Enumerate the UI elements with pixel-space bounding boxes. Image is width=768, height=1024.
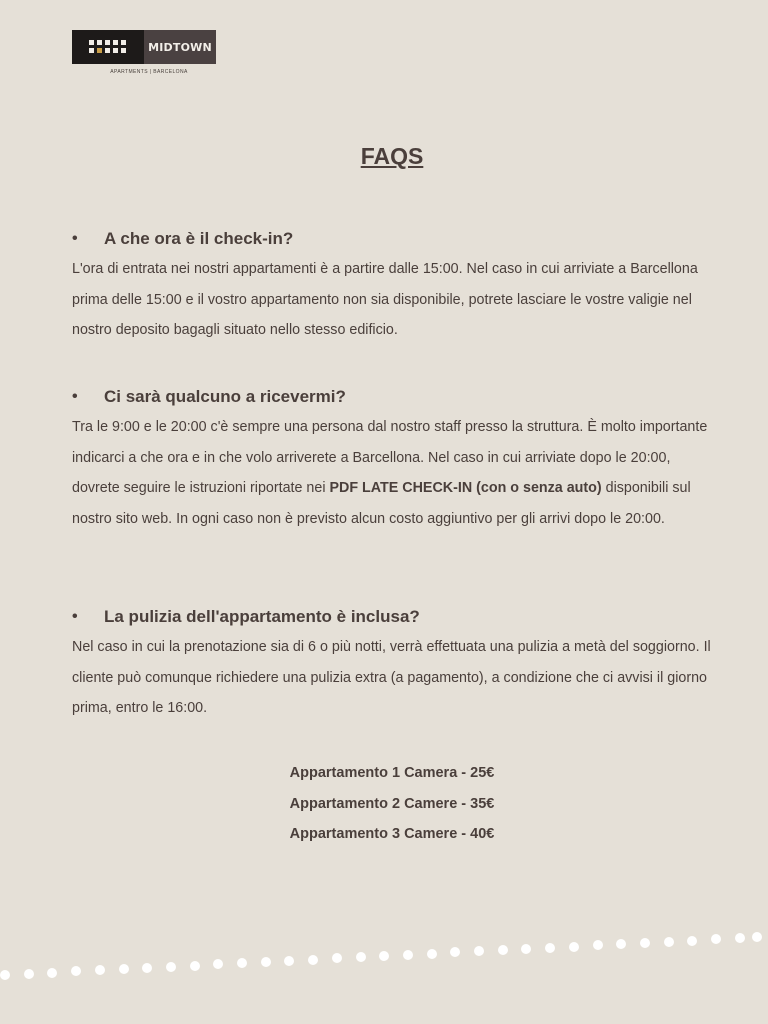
faq-answer <box>72 412 720 535</box>
decorative-dot <box>521 944 531 954</box>
decorative-dot <box>593 940 603 950</box>
cleaning-price-list <box>0 758 768 850</box>
faq-question-text: A che ora è il check-in? <box>104 229 294 248</box>
late-checkin-pdf-reference: PDF LATE CHECK-IN (con o senza auto) <box>329 480 602 497</box>
decorative-dot <box>47 968 57 978</box>
decorative-dot <box>308 955 318 965</box>
decorative-dot <box>687 936 697 946</box>
decorative-dot <box>119 964 129 974</box>
decorative-dot <box>332 953 342 963</box>
faq-question-text: Ci sarà qualcuno a ricevermi? <box>104 387 346 406</box>
decorative-dot <box>213 959 223 969</box>
faq-question <box>72 604 720 630</box>
midtown-logo <box>72 30 216 75</box>
faq-item-checkin <box>72 226 720 346</box>
decorative-dot <box>498 945 508 955</box>
decorative-dot <box>71 966 81 976</box>
page-title: FAQS <box>360 143 424 169</box>
faq-question <box>72 384 720 410</box>
decorative-dot <box>166 962 176 972</box>
decorative-dot-wave <box>0 920 768 980</box>
bullet-icon: • <box>72 608 78 625</box>
price-line: Appartamento 3 Camere - 40€ <box>289 826 495 842</box>
faq-answer-text: Tra le 9:00 e le 20:00 c'è sempre una persona dal nostro staff presso la struttura. È molto importante indicarci a che ora e in che volo arriverete a Barcellona. Nel caso in cui arriviate dopo le 20:00, dovrete seguire le istruzioni riportate nei <box>72 419 708 497</box>
decorative-dot <box>261 957 271 967</box>
decorative-dot <box>379 951 389 961</box>
decorative-dot <box>284 956 294 966</box>
faq-answer-text: disponibili sul nostro sito web. In ogni caso non è previsto alcun costo aggiuntivo per gli arrivi dopo le 20:00. <box>72 480 691 528</box>
decorative-dot <box>752 932 762 942</box>
decorative-dot <box>0 970 10 980</box>
decorative-dot <box>474 946 484 956</box>
faq-item-cleaning <box>72 604 720 724</box>
faq-answer: L'ora di entrata nei nostri appartamenti è a partire dalle 15:00. Nel caso in cui arriviate a Barcellona prima delle 15:00 e il vostro appartamento non sia disponibile, potrete lasciare le vostre valigie nel nostro deposito bagagli situato nello stesso edificio. <box>72 261 698 339</box>
price-line: Appartamento 2 Camere - 35€ <box>289 795 495 812</box>
decorative-dot <box>735 933 745 943</box>
decorative-dot <box>427 949 437 959</box>
faq-question-text: La pulizia dell'appartamento è inclusa? <box>104 607 420 626</box>
decorative-dot <box>711 934 721 944</box>
decorative-dot <box>142 963 152 973</box>
bullet-icon: • <box>72 230 78 247</box>
logo-subtitle: APARTMENTS | BARCELONA <box>110 69 188 75</box>
decorative-dot <box>356 952 366 962</box>
decorative-dot <box>403 950 413 960</box>
decorative-dot <box>545 943 555 953</box>
bullet-icon: • <box>72 388 78 405</box>
decorative-dot <box>190 961 200 971</box>
faq-question <box>72 226 720 252</box>
price-line: Appartamento 1 Camera - 25€ <box>289 765 495 781</box>
faq-item-reception <box>72 384 720 535</box>
decorative-dot <box>237 958 247 968</box>
decorative-dot <box>664 937 674 947</box>
decorative-dot <box>95 965 105 975</box>
decorative-dot <box>569 942 579 952</box>
logo-grid-icon <box>72 30 144 64</box>
faq-answer: Nel caso in cui la prenotazione sia di 6 o più notti, verrà effettuata una pulizia a metà del soggiorno. Il cliente può comunque richiedere una pulizia extra (a pagamento), a condizione che ci avvisi il giorno prima, entro le 16:00. <box>72 639 711 717</box>
decorative-dot <box>616 939 626 949</box>
decorative-dot <box>640 938 650 948</box>
logo-brand-name: MIDTOWN <box>144 30 216 64</box>
decorative-dot <box>24 969 34 979</box>
decorative-dot <box>450 947 460 957</box>
